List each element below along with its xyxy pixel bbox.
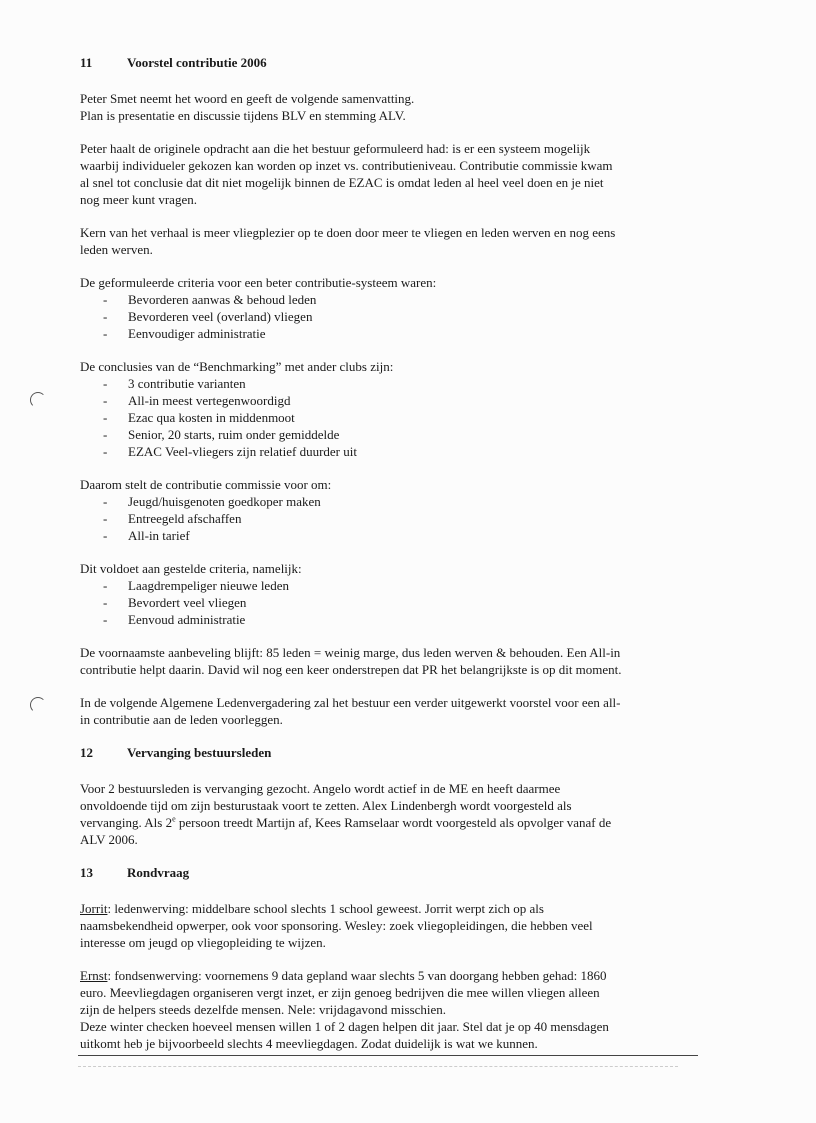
text-line: Voor 2 bestuursleden is vervanging gezocht. Angelo wordt actief in de ME en heeft daarmee	[80, 781, 561, 796]
benchmark-intro: De conclusies van de “Benchmarking” met ander clubs zijn:	[80, 359, 394, 374]
core-paragraph	[80, 224, 700, 258]
text-line: euro. Meevliegdagen organiseren vergt inzet, er zijn genoeg bedrijven die mee willen vliegen alleen	[80, 985, 600, 1000]
text-line: ALV 2006.	[80, 832, 138, 847]
recommendation-paragraph	[80, 644, 700, 678]
text-line: uitkomt heb je bijvoorbeeld slechts 4 meevliegdagen. Zodat duidelijk is wat we kunnen.	[80, 1036, 538, 1051]
text-line: Kern van het verhaal is meer vliegplezier op te doen door meer te vliegen en leden werven en nog eens	[80, 225, 616, 240]
text-line: waarbij individueler gekozen kan worden op inzet vs. contributieniveau. Contributie commissie kwam	[80, 158, 613, 173]
text-line: contributie helpt daarin. David wil nog een keer onderstrepen dat PR het belangrijkste is op dit moment.	[80, 662, 622, 677]
list-item: - All-in tarief	[103, 528, 190, 543]
section-number: 13	[80, 865, 93, 880]
list-item: - All-in meest vertegenwoordigd	[103, 393, 291, 408]
list-item: - Eenvoudiger administratie	[103, 326, 266, 341]
list-item: - EZAC Veel-vliegers zijn relatief duurder uit	[103, 444, 357, 459]
list-item: - Entreegeld afschaffen	[103, 511, 242, 526]
document-page	[80, 54, 700, 1052]
intro-paragraph	[80, 90, 700, 124]
section-heading-12	[80, 744, 700, 761]
text-line: Peter Smet neemt het woord en geeft de volgende samenvatting.	[80, 91, 415, 106]
footer-faint-line	[78, 1066, 678, 1067]
list-item: - Jeugd/huisgenoten goedkoper maken	[103, 494, 321, 509]
section-heading-13	[80, 864, 700, 881]
text-line: vervanging. Als 2e persoon treedt Martijn af, Kees Ramselaar wordt voorgesteld als opvolger vanaf de	[80, 814, 612, 830]
section-heading-11	[80, 54, 700, 71]
meets-intro: Dit voldoet aan gestelde criteria, namelijk:	[80, 561, 302, 576]
section-title: Voorstel contributie 2006	[127, 55, 267, 70]
list-item: - Senior, 20 starts, ruim onder gemiddelde	[103, 427, 340, 442]
footer-rule	[78, 1055, 698, 1056]
text-line: Jorrit: ledenwerving: middelbare school slechts 1 school geweest. Jorrit werpt zich op als	[80, 901, 544, 916]
text-line: In de volgende Algemene Ledenvergadering zal het bestuur een verder uitgewerkt voorstel voor een all-	[80, 695, 621, 710]
section-title: Rondvraag	[127, 865, 190, 880]
criteria-list	[80, 291, 700, 342]
text-line: Peter haalt de originele opdracht aan die het bestuur geformuleerd had: is er een systeem mogelijk	[80, 141, 591, 156]
text-line: interesse om jeugd op vliegopleiding te wijzen.	[80, 935, 326, 950]
text-line: naamsbekendheid opwerper, ook voor sponsoring. Wesley: zoek vliegopleidingen, die hebben veel	[80, 918, 593, 933]
list-item: - Ezac qua kosten in middenmoot	[103, 410, 295, 425]
meets-list	[80, 577, 700, 628]
list-item: - Laagdrempeliger nieuwe leden	[103, 578, 289, 593]
jorrit-paragraph	[80, 900, 700, 951]
list-item: - Eenvoud administratie	[103, 612, 246, 627]
text-line: Plan is presentatie en discussie tijdens BLV en stemming ALV.	[80, 108, 406, 123]
list-item: - Bevordert veel vliegen	[103, 595, 247, 610]
criteria-intro: De geformuleerde criteria voor een beter contributie-systeem waren:	[80, 275, 437, 290]
list-item: - Bevorderen veel (overland) vliegen	[103, 309, 313, 324]
text-line: onvoldoende tijd om zijn besturustaak voort te zetten. Alex Lindenbergh wordt voorgesteld als	[80, 798, 572, 813]
text-line: leden werven.	[80, 242, 153, 257]
section-title: Vervanging bestuursleden	[127, 745, 272, 760]
next-meeting-paragraph	[80, 694, 700, 728]
section-number: 12	[80, 745, 93, 760]
text-line: De voornaamste aanbeveling blijft: 85 leden = weinig marge, dus leden werven & behouden. Een All-in	[80, 645, 621, 660]
benchmark-list	[80, 375, 700, 460]
text-line: nog meer kunt vragen.	[80, 192, 197, 207]
list-item: - 3 contributie varianten	[103, 376, 246, 391]
proposal-list	[80, 493, 700, 544]
text-line: Deze winter checken hoeveel mensen willen 1 of 2 dagen helpen dit jaar. Stel dat je op 40 mensdagen	[80, 1019, 609, 1034]
speaker-name: Ernst	[80, 968, 108, 983]
list-item: - Bevorderen aanwas & behoud leden	[103, 292, 317, 307]
speaker-name: Jorrit	[80, 901, 108, 916]
punch-hole-bottom	[30, 697, 46, 713]
punch-hole-top	[30, 392, 46, 408]
board-replacement-paragraph	[80, 780, 700, 848]
section-number: 11	[80, 55, 93, 70]
assignment-paragraph	[80, 140, 700, 208]
text-line: al snel tot conclusie dat dit niet mogelijk binnen de EZAC is omdat leden al heel veel doen en je niet	[80, 175, 604, 190]
text-line: zijn de helpers steeds dezelfde mensen. Nele: vrijdagavond misschien.	[80, 1002, 447, 1017]
proposal-intro: Daarom stelt de contributie commissie voor om:	[80, 477, 332, 492]
ernst-paragraph	[80, 967, 700, 1052]
text-line: in contributie aan de leden voorleggen.	[80, 712, 283, 727]
text-line: Ernst: fondsenwerving: voornemens 9 data gepland waar slechts 5 van doorgang hebben gehad: 1860	[80, 968, 607, 983]
